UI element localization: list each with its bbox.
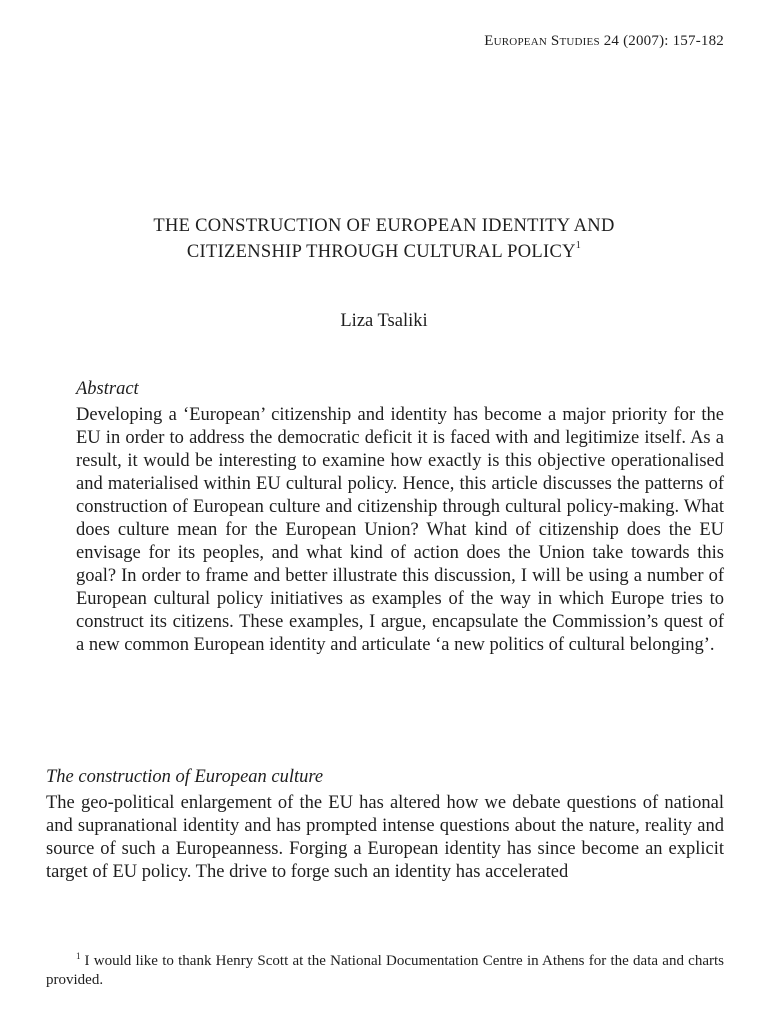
section-heading: The construction of European culture — [46, 767, 324, 787]
article-title-line-2 — [0, 239, 768, 265]
footnote-text: I would like to thank Henry Scott at the National Documentation Centre in Athens for the data and charts provided. — [46, 953, 724, 988]
journal-citation: 24 (2007): 157-182 — [603, 33, 724, 49]
section-body: The geo-political enlargement of the EU has altered how we debate questions of national and supranational identity and has prompted intense questions about the nature, reality and source of such a Europeanness. Forging a European identity has since become an explicit target of EU policy. The drive to forge such an identity has accelerated — [46, 793, 724, 882]
author-name: Liza Tsaliki — [340, 311, 428, 331]
journal-name: European Studies — [484, 33, 600, 49]
article-title-line-2-text: CITIZENSHIP THROUGH CULTURAL POLICY — [186, 242, 576, 262]
footnote — [46, 952, 724, 989]
article-title-line-1: THE CONSTRUCTION OF EUROPEAN IDENTITY AND — [153, 216, 615, 236]
abstract-heading: Abstract — [76, 379, 139, 399]
title-footnote-marker[interactable]: 1 — [575, 240, 582, 251]
abstract-body: Developing a ‘European’ citizenship and identity has become a major priority for the EU in order to address the democratic deficit it is faced with and legitimize itself. As a result, it would be interesting to examine how exactly is this objective operationalised and materialised within EU cultural policy. Hence, this article discusses the patterns of construction of European culture and citizenship through cultural policy-making. What does culture mean for the European Union? What kind of citizenship does the EU envisage for its peoples, and what kind of action does the Union take towards this goal? In order to frame and better illustrate this discussion, I will be using a number of European cultural policy initiatives as examples of the way in which Europe tries to construct its citizens. These examples, I argue, encapsulate the Commission’s quest of a new common European identity and articulate ‘a new politics of cultural belonging’. — [76, 405, 724, 655]
running-head — [484, 33, 724, 50]
article-title — [0, 213, 768, 265]
footnote-marker: 1 — [76, 951, 81, 961]
